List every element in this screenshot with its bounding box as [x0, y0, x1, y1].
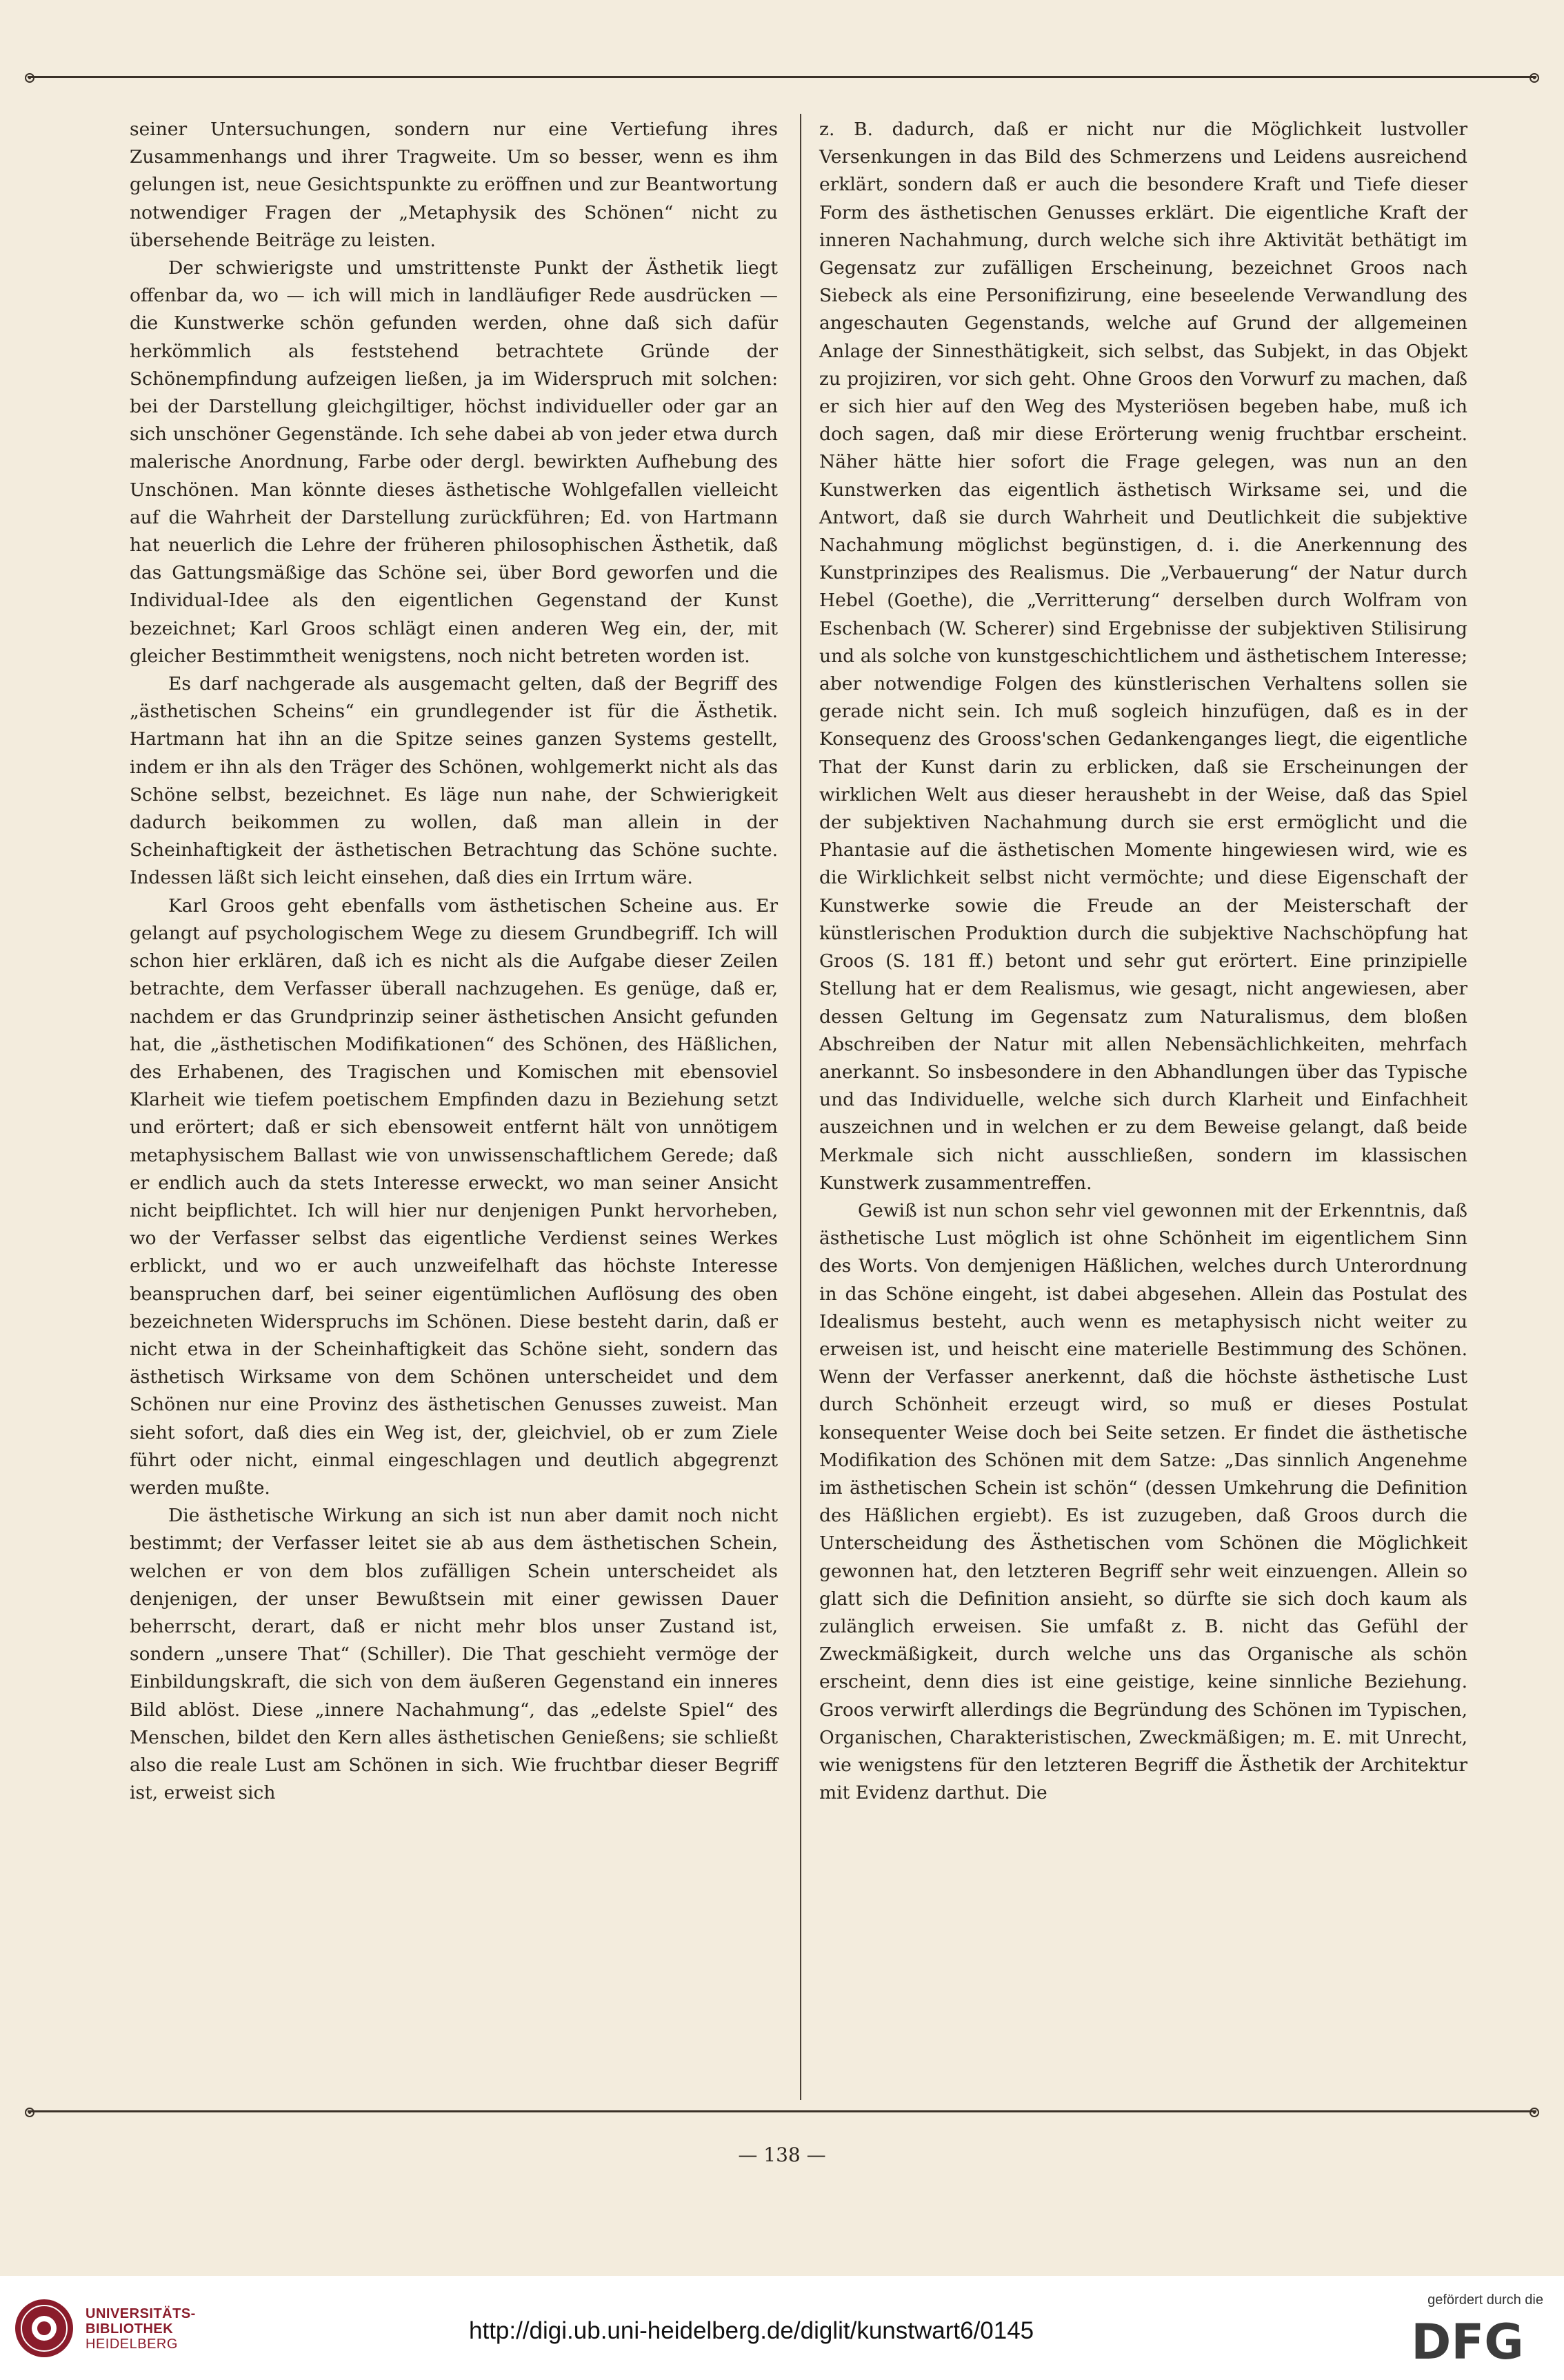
digitization-footer — [0, 2276, 1564, 2380]
dfg-logo-icon — [1392, 2316, 1543, 2364]
corner-ornament-icon — [1523, 66, 1546, 90]
institution-line: BIBLIOTHEK — [86, 2321, 174, 2337]
corner-ornament-icon — [18, 66, 41, 90]
paragraph: seiner Untersuchungen, sondern nur eine Vertiefung ihres Zusammenhangs und ihrer Tragweite. Um so besser, wenn es ihm gelungen ist, neue Gesichtspunkte zu eröffnen und zur Beantwortung notwendiger Fragen der „Metaphysik des Schönen“ nicht zu übersehende Beiträge zu leisten. — [130, 119, 778, 251]
page-number: — 138 — — [738, 2143, 826, 2166]
corner-ornament-icon — [1523, 2101, 1546, 2124]
paragraph: Die ästhetische Wirkung an sich ist nun aber damit noch nicht bestimmt; der Verfasser leitet sie ab aus dem ästhetischen Schein, welchen er von dem blos zufälligen Schein unterscheidet als denjenigen, der unser Bewußtsein mit einer gewissen Dauer beherrscht, derart, daß er nicht mehr blos unser Zustand ist, sondern „unsere That“ (Schiller). Die That geschieht vermöge der Einbildungskraft, die sich von dem äußeren Gegenstand ein inneres Bild ablöst. Diese „innere Nachahmung“, das „edelste Spiel“ des Menschen, bildet den Kern alles ästhetischen Genießens; sie schließt also die reale Lust am Schönen in sich. Wie fruchtbar dieser Begriff ist, erweist sich — [130, 1505, 778, 1804]
permalink-url[interactable]: http://digi.ub.uni-heidelberg.de/diglit/kunstwart6/0145 — [469, 2317, 1034, 2344]
paragraph: z. B. dadurch, daß er nicht nur die Möglichkeit lustvoller Versenkungen in das Bild des Schmerzens und Leidens ausreichend erklärt, sondern daß er auch die besondere Kraft und Tiefe dieser Form des ästhetischen Genusses erklärt. Die eigentliche Kraft der inneren Nachahmung, durch welche sich ihre Aktivität bethätigt im Gegensatz zur zufälligen Erscheinung, bezeichnet Groos nach Siebeck als eine Personifizirung, eine beseelende Verwandlung des angeschauten Gegenstands, welche auf Grund der allgemeinen Anlage der Sinnesthätigkeit, sich selbst, das Subjekt, in das Objekt zu projiziren, vor sich geht. Ohne Groos den Vorwurf zu machen, daß er sich hier auf den Weg des Mysteriösen begeben habe, muß ich doch sagen, daß mir diese Erörterung wenig fruchtbar erscheint. Näher hätte hier sofort die Frage gelegen, was nun an den Kunstwerken das eigentlich ästhetisch Wirksame sei, und die Antwort, daß sie durch Wahrheit und Deutlichkeit die subjektive Nachahmung möglichst begünstigen, d. i. die Anerkennung des Kunstprinzipes des Realismus. Die „Verbauerung“ der Natur durch Hebel (Goethe), die „Verritterung“ derselben durch Wolfram von Eschenbach (W. Scherer) sind Ergebnisse der subjektiven Stilisirung und als solche von kunstgeschichtlichem und ästhetischem Interesse; aber notwendige Folgen des künstlerischen Verhaltens sollen sie gerade nicht sein. Ich muß sogleich hinzufügen, daß es in der Konsequenz des Grooss'schen Gedankenganges liegt, die eigentliche That der Kunst darin zu erblicken, daß sie Erscheinungen der wirklichen Welt aus dieser heraushebt in der Weise, daß das Spiel der subjektiven Nachahmung durch sie erst ermöglicht und die Phantasie auf die ästhetischen Momente hingewiesen wird, wie es die Wirklichkeit selbst nicht vermöchte; und diese Eigenschaft der Kunstwerke sowie die Freude an der Meisterschaft der künstlerischen Produktion durch die subjektive Nachschöpfung hat Groos (S. 181 ff.) betont und sehr gut erörtert. Eine prinzipielle Stellung hat er dem Realismus, wie gesagt, nicht angewiesen, aber dessen Geltung im Gegensatz zum Naturalismus, dem bloßen Abschreiben der Natur mit allen Nebensächlichkeiten, mehrfach anerkannt. So insbesondere in den Abhandlungen über das Typische und das Individuelle, welche sich durch Klarheit und Einfachheit auszeichnen und in welchen er zu dem Beweise gelangt, daß beide Merkmale sich nicht ausschließen, sondern im klassischen Kunstwerk zusammentreffen. — [819, 119, 1467, 1194]
paragraph: Karl Groos geht ebenfalls vom ästhetischen Scheine aus. Er gelangt auf psychologischem Wege zu diesem Grundbegriff. Ich will schon hier erklären, daß ich es nicht als die Aufgabe dieser Zeilen betrachte, dem Verfasser überall nachzugehen. Es genüge, daß er, nachdem er das Grundprinzip seiner ästhetischen Ansicht gefunden hat, die „ästhetischen Modifikationen“ des Schönen, des Häßlichen, des Erhabenen, des Tragischen und Komischen mit ebensoviel Klarheit wie tiefem poetischem Empfinden dazu in Beziehung setzt und erörtert; daß er sich ebensoweit entfernt hält von unnötigem metaphysischem Ballast wie von unwissenschaftlichem Gerede; daß er endlich auch da stets Interesse erweckt, wo man seiner Ansicht nicht beipflichtet. Ich will hier nur denjenigen Punkt hervorheben, wo der Verfasser selbst das eigentliche Verdienst seines Werkes erblickt, und wo er auch unzweifelhaft das höchste Interesse beanspruchen darf, bei seiner eigentümlichen Auflösung des oben bezeichneten Widerspruchs im Schönen. Diese besteht darin, daß er nicht etwa in der Scheinhaftigkeit das Schöne sieht, sondern das ästhetisch Wirksame von dem Schönen unterscheidet und dem Schönen nur eine Provinz des ästhetischen Genusses zuweist. Man sieht sofort, daß dies ein Weg ist, der, gleichviel, ob er zum Ziele führt oder nicht, einmal eingeschlagen und deutlich abgegrenzt werden mußte. — [130, 894, 778, 1499]
column-divider — [800, 114, 801, 2100]
left-text-column — [130, 116, 778, 1807]
svg-text:DFG: DFG — [1411, 2316, 1524, 2364]
right-text-column — [819, 116, 1467, 1807]
top-rule — [28, 76, 1536, 78]
institution-line: HEIDELBERG — [86, 2337, 178, 2352]
paragraph: Es darf nachgerade als ausgemacht gelten, daß der Begriff des „ästhetischen Scheins“ ein grundlegender ist für die Ästhetik. Hartmann hat ihn an die Spitze seines ganzen Systems gestellt, indem er ihn als den Träger des Schönen, wohlgemerkt nicht als das Schöne selbst, bezeichnet. Es läge nun nahe, der Schwierigkeit dadurch beikommen zu wollen, daß man allein in der Scheinhaftigkeit der ästhetischen Betrachtung das Schöne suchte. Indessen läßt sich leicht einsehen, daß dies ein Irrtum wäre. — [130, 673, 778, 889]
funded-by-text: gefördert durch die — [1427, 2292, 1543, 2308]
bottom-rule — [28, 2110, 1536, 2112]
university-seal-icon — [12, 2297, 76, 2360]
institution-line: UNIVERSITÄTS- — [86, 2306, 196, 2321]
institution-name — [86, 2306, 196, 2352]
paragraph: Der schwierigste und umstrittenste Punkt der Ästhetik liegt offenbar da, wo — ich will mich in landläufiger Rede ausdrücken — die Kunstwerke schön gefunden werden, ohne daß sich dafür herkömmlich als feststehend betrachtete Gründe der Schönempfindung aufzeigen ließen, ja im Widerspruch mit solchen: bei der Darstellung gleichgiltiger, höchst individueller oder gar an sich unschöner Gegenstände. Ich sehe dabei ab von jeder etwa durch malerische Anordnung, Farbe oder dergl. bewirkten Aufhebung des Unschönen. Man könnte dieses ästhetische Wohlgefallen vielleicht auf die Wahrheit der Darstellung zurückführen; Ed. von Hartmann hat neuerlich die Lehre der früheren philosophischen Ästhetik, daß das Gattungsmäßige das Schöne sei, über Bord geworfen und die Individual-Idee als den eigentlichen Gegenstand der Kunst bezeichnet; Karl Groos schlägt einen anderen Weg ein, der, mit gleicher Bestimmtheit wenigstens, noch nicht betreten worden ist. — [130, 257, 778, 667]
paragraph: Gewiß ist nun schon sehr viel gewonnen mit der Erkenntnis, daß ästhetische Lust möglich ist ohne Schönheit im eigentlichem Sinn des Worts. Von demjenigen Häßlichen, welches durch Unterordnung in das Schöne eingeht, ist dabei abgesehen. Allein das Postulat des Idealismus besteht, auch wenn es metaphysisch nicht weiter zu erweisen ist, und heischt eine materielle Bestimmung des Schönen. Wenn der Verfasser anerkennt, daß die höchste ästhetische Lust durch Schönheit erzeugt wird, so muß er dieses Postulat konsequenter Weise doch bei Seite setzen. Er findet die ästhetische Modifikation des Schönen mit dem Satze: „Das sinnlich Angenehme im ästhetischen Schein ist schön“ (dessen Umkehrung die Definition des Häßlichen ergiebt). Es ist zuzugeben, daß Groos durch die Unterscheidung des Ästhetischen vom Schönen die Möglichkeit gewonnen hat, den letzteren Begriff sehr weit einzuengen. Allein so glatt sich die Definition ansieht, so dürfte sie sich doch kaum als zulänglich erweisen. Sie umfaßt z. B. nicht das Gefühl der Zweckmäßigkeit, durch welche uns das Organische als schön erscheint, denn dies ist eine geistige, keine sinnliche Beziehung. Groos verwirft allerdings die Begründung des Schönen im Typischen, Organischen, Charakteristischen, Zweckmäßigen; m. E. mit Unrecht, wie wenigstens für den letzteren Begriff die Ästhetik der Architektur mit Evidenz darthut. Die — [819, 1199, 1467, 1804]
corner-ornament-icon — [18, 2101, 41, 2124]
